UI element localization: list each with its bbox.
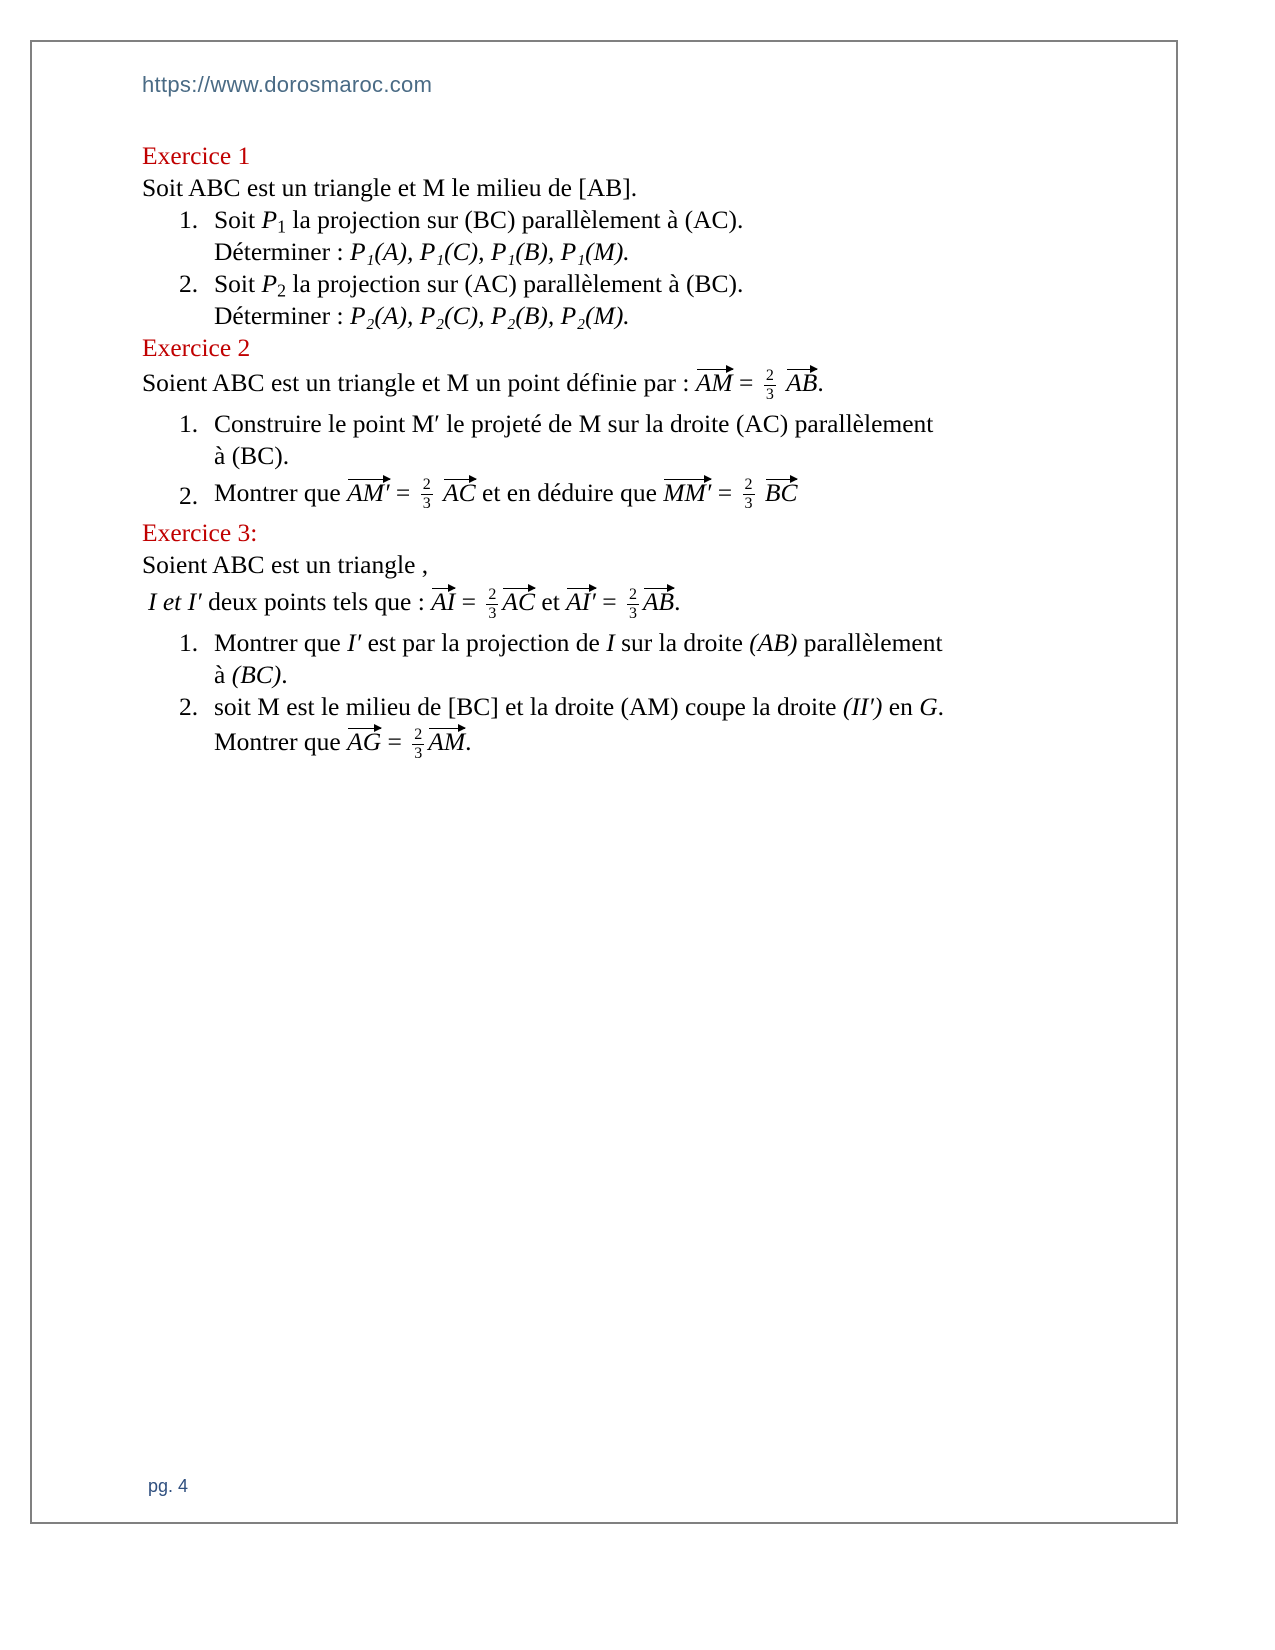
- item-text: à (BC).: [214, 440, 290, 470]
- fraction: [486, 586, 498, 623]
- item-text: à: [214, 659, 232, 689]
- fraction: [627, 586, 639, 623]
- period: .: [937, 691, 945, 721]
- period: .: [674, 587, 681, 617]
- determine-list: P₂(A), P₂(C), P₂(B), P₂(M).: [349, 301, 630, 330]
- math-symbol: I′: [347, 627, 362, 657]
- exercise3-intro2: [142, 585, 1102, 623]
- fraction: [412, 726, 424, 763]
- vector-ag: AG: [347, 726, 382, 756]
- item-text: est par la projection de: [361, 627, 607, 657]
- math-symbol: I: [606, 627, 615, 657]
- fraction-denominator: 3: [765, 385, 774, 403]
- math-subscript: 2: [277, 280, 286, 301]
- equals-sign: =: [455, 587, 483, 617]
- fraction-denominator: 3: [744, 495, 753, 513]
- equals-sign: =: [732, 368, 760, 397]
- vector-ai-prime: AI′: [566, 587, 596, 617]
- fraction-numerator: 2: [744, 476, 753, 494]
- determine-label: Déterminer :: [214, 237, 350, 266]
- item-text: soit M est le milieu de [BC] et la droite (AM) coupe la droite: [214, 691, 843, 721]
- determine-list: P₁(A), P₁(C), P₁(B), P₁(M).: [349, 237, 630, 266]
- exercise3-intro1: Soient ABC est un triangle ,: [142, 550, 429, 580]
- exercise3-item-1: [142, 627, 1102, 691]
- vector-ac: AC: [443, 477, 476, 507]
- exercise3-item-2: [142, 691, 1102, 763]
- list-number: 2.: [179, 480, 199, 510]
- intro-text: deux points tels que :: [201, 587, 432, 617]
- list-number: 1.: [179, 627, 199, 657]
- exercise1-item-2: [142, 268, 1102, 332]
- fraction-denominator: 3: [414, 744, 423, 762]
- fraction-denominator: 3: [488, 604, 497, 622]
- vector-ab: AB: [642, 587, 675, 617]
- exercise1-intro: Soit ABC est un triangle et M le milieu de [AB].: [142, 173, 638, 202]
- vector-ac: AC: [502, 587, 536, 617]
- exercise2-item-2: [142, 476, 1102, 514]
- fraction-denominator: 3: [628, 604, 637, 622]
- exercise3-title: Exercice 3:: [142, 518, 258, 548]
- math-subscript: 1: [277, 216, 286, 237]
- item-text: en: [882, 691, 920, 721]
- determine-label: Déterminer :: [214, 301, 350, 330]
- item-text: la projection sur (BC) parallèlement à (AC).: [285, 205, 744, 234]
- item-text: Montrer que: [214, 627, 348, 657]
- item-text: Montrer que: [214, 726, 348, 756]
- math-symbol: G: [919, 691, 938, 721]
- vector-am: AM: [428, 726, 466, 756]
- exercise2-intro: [142, 366, 1102, 404]
- equals-sign: =: [389, 477, 417, 507]
- item-text: sur la droite: [614, 627, 750, 657]
- fraction-numerator: 2: [488, 585, 497, 603]
- item-text: Soit: [214, 269, 262, 298]
- equals-sign: =: [595, 587, 623, 617]
- math-symbol: P: [261, 269, 278, 298]
- math-symbol: P: [261, 205, 278, 234]
- item-text: parallèlement: [797, 627, 943, 657]
- fraction-numerator: 2: [422, 476, 431, 494]
- math-symbol: (BC): [231, 659, 282, 689]
- list-number: 1.: [179, 205, 199, 234]
- list-number: 1.: [179, 408, 199, 438]
- exercise2-title: Exercice 2: [142, 333, 251, 362]
- vector-am: AM: [695, 368, 733, 397]
- fraction: [764, 367, 776, 404]
- fraction: [743, 476, 755, 513]
- header-url-link[interactable]: https://www.dorosmaroc.com: [142, 72, 433, 97]
- fraction-numerator: 2: [628, 585, 637, 603]
- equals-sign: =: [381, 726, 409, 756]
- vector-bc: BC: [764, 477, 798, 507]
- item-text: Soit: [214, 205, 262, 234]
- item-text: Montrer que: [214, 477, 348, 507]
- list-number: 2.: [179, 269, 199, 298]
- vector-ai: AI: [431, 587, 456, 617]
- exercise1-title: Exercice 1: [142, 141, 251, 170]
- period: .: [817, 368, 824, 397]
- equals-sign: =: [711, 477, 739, 507]
- item-text: Construire le point M′ le projeté de M sur la droite (AC) parallèlement: [214, 408, 934, 438]
- vector-ab: AB: [786, 368, 818, 397]
- page-number: pg. 4: [148, 1476, 189, 1496]
- intro-text: Soient ABC est un triangle et M un point définie par :: [142, 368, 696, 397]
- period: .: [281, 659, 288, 689]
- document-body: [142, 140, 1102, 763]
- exercise2-item-1: [142, 408, 1102, 472]
- fraction-numerator: 2: [414, 725, 423, 743]
- period: .: [465, 726, 472, 756]
- item-text: et en déduire que: [475, 477, 664, 507]
- list-number: 2.: [179, 691, 199, 721]
- conjunction: et: [535, 587, 567, 617]
- item-text: la projection sur (AC) parallèlement à (BC).: [285, 269, 744, 298]
- fraction-numerator: 2: [765, 366, 774, 384]
- vector-am-prime: AM′: [347, 477, 390, 507]
- fraction: [421, 476, 433, 513]
- vector-mm-prime: MM′: [663, 477, 712, 507]
- exercise1-item-1: [142, 204, 1102, 268]
- math-points: I et I′: [148, 587, 202, 617]
- math-symbol: (II′): [842, 691, 883, 721]
- math-symbol: (AB): [749, 627, 798, 657]
- fraction-denominator: 3: [422, 495, 431, 513]
